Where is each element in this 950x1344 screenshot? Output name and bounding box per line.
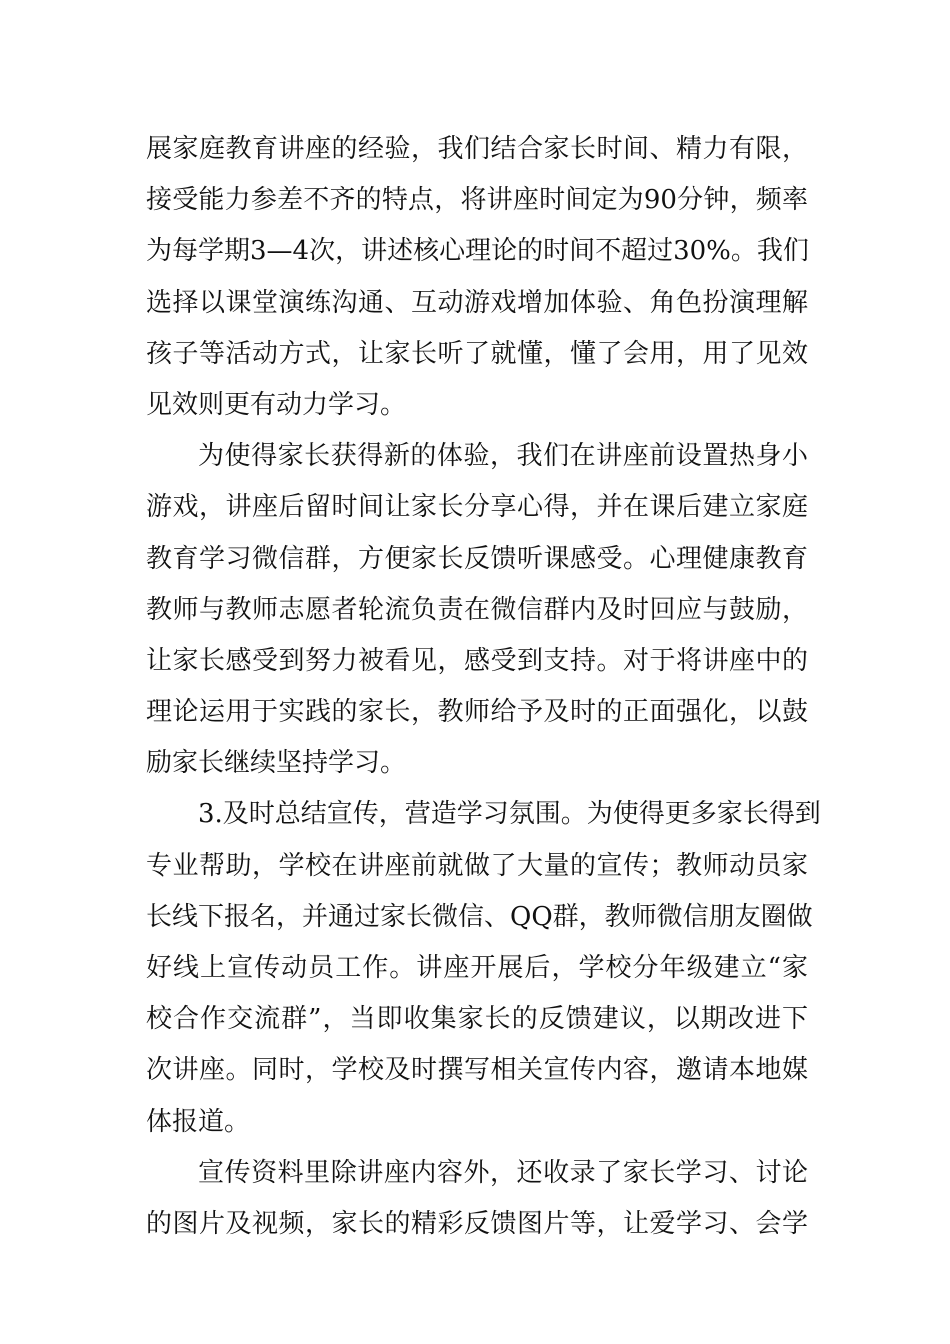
body-text xyxy=(146,124,821,1250)
text-line: 好线上宣传动员工作。讲座开展后，学校分年级建立“家 xyxy=(146,953,808,983)
text-line: 体报道。 xyxy=(146,1106,251,1137)
text-line: 理论运用于实践的家长，教师给予及时的正面强化，以鼓 xyxy=(146,697,808,728)
text-line: 的图片及视频，家长的精彩反馈图片等，让爱学习、会学 xyxy=(146,1208,808,1239)
text-line: 孩子等活动方式，让家长听了就懂，懂了会用，用了见效 xyxy=(146,338,808,369)
text-line: 校合作交流群”，当即收集家长的反馈建议，以期改进下 xyxy=(146,1004,808,1035)
text-line: 长线下报名，并通过家长微信、QQ群，教师微信朋友圈做 xyxy=(146,901,813,932)
text-line: 次讲座。同时，学校及时撰写相关宣传内容，邀请本地媒 xyxy=(146,1055,808,1086)
text-line: 为使得家长获得新的体验，我们在讲座前设置热身小 xyxy=(198,441,808,472)
text-line: 为每学期3—4次，讲述核心理论的时间不超过30%。我们 xyxy=(146,236,809,267)
text-line: 选择以课堂演练沟通、互动游戏增加体验、角色扮演理解 xyxy=(146,287,808,318)
section-heading-line: 3.及时总结宣传，营造学习氛围。为使得更多家长得到 xyxy=(198,799,821,830)
text-line: 教育学习微信群，方便家长反馈听课感受。心理健康教育 xyxy=(146,543,808,574)
text-line: 宣传资料里除讲座内容外，还收录了家长学习、讨论 xyxy=(198,1157,808,1188)
text-line: 励家长继续坚持学习。 xyxy=(146,748,407,779)
text-line: 游戏，讲座后留时间让家长分享心得，并在课后建立家庭 xyxy=(146,492,808,523)
text-line: 见效则更有动力学习。 xyxy=(146,389,407,420)
text-line: 让家长感受到努力被看见，感受到支持。对于将讲座中的 xyxy=(146,645,808,676)
text-line: 接受能力参差不齐的特点，将讲座时间定为90分钟，频率 xyxy=(146,185,808,216)
text-line: 专业帮助，学校在讲座前就做了大量的宣传；教师动员家 xyxy=(146,850,808,881)
text-line: 展家庭教育讲座的经验，我们结合家长时间、精力有限， xyxy=(146,134,808,164)
text-line: 教师与教师志愿者轮流负责在微信群内及时回应与鼓励， xyxy=(146,594,808,625)
